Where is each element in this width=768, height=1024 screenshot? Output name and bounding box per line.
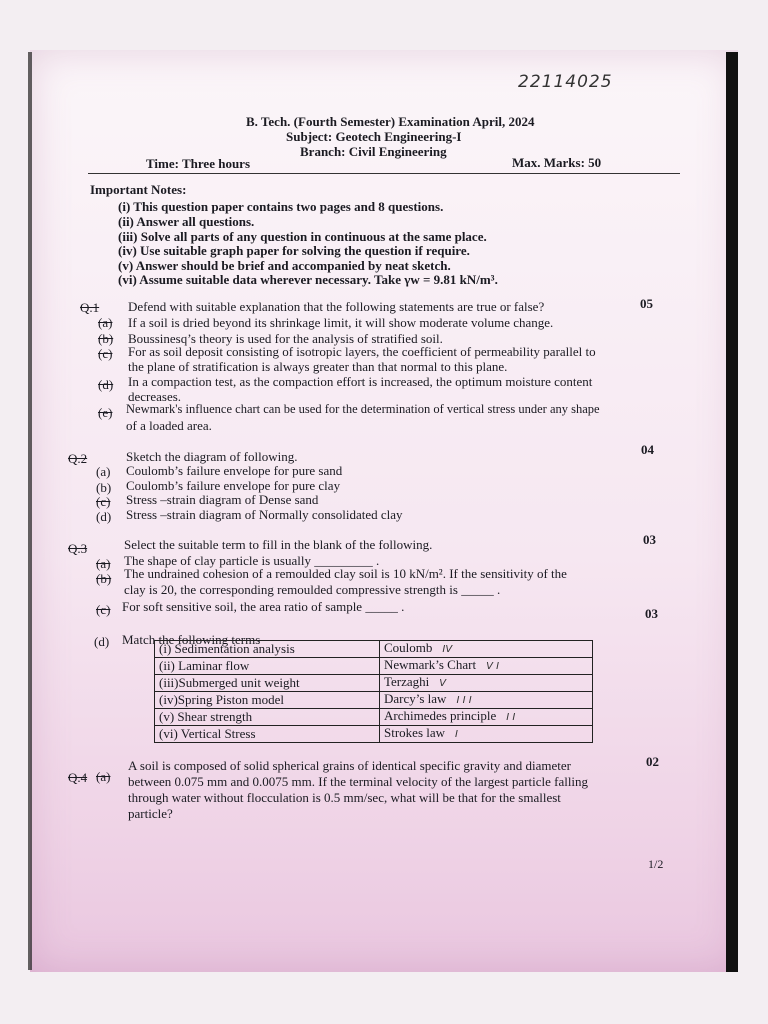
q4a-label: (a) bbox=[96, 769, 111, 784]
q4a-text-line2: between 0.075 mm and 0.0075 mm. If the terminal velocity of the largest particle falling bbox=[128, 774, 589, 789]
q2b-text: Coulomb’s failure envelope for pure clay bbox=[126, 478, 341, 493]
q1-stem: Defend with suitable explanation that the following statements are true or false? bbox=[128, 299, 545, 314]
note-item: (vi) Assume suitable data wherever necessary. Take γw = 9.81 kN/m³. bbox=[118, 272, 498, 287]
match-right-text: Terzaghi bbox=[384, 674, 430, 689]
q3a-text: The shape of clay particle is usually _________ . bbox=[124, 553, 380, 568]
q1c-text-line1: For as soil deposit consisting of isotropic layers, the coefficient of permeability parallel to bbox=[128, 344, 596, 359]
table-row bbox=[155, 692, 593, 709]
q3a-label: (a) bbox=[96, 556, 111, 571]
q1-marks: 05 bbox=[640, 296, 653, 311]
subject: Subject: Geotech Engineering-I bbox=[286, 129, 462, 144]
match-right-text: Darcy’s law bbox=[384, 691, 447, 706]
q1a-label: (a) bbox=[98, 315, 113, 330]
q4a-text-line3: through water without flocculation is 0.5 mm/sec, what will be that for the smallest bbox=[128, 790, 561, 805]
q1d-text-line2: decreases. bbox=[128, 389, 182, 404]
q3-number: Q.3 bbox=[68, 541, 88, 556]
notes-title: Important Notes: bbox=[90, 182, 187, 197]
match-left: (ii) Laminar flow bbox=[155, 658, 380, 675]
roll-number: 22114025 bbox=[518, 72, 613, 92]
time-allowed: Time: Three hours bbox=[146, 156, 251, 171]
handwritten-mark: IV bbox=[442, 644, 453, 655]
page-number: 1/2 bbox=[648, 857, 664, 871]
handwritten-mark: V bbox=[439, 678, 447, 689]
handwritten-mark: I I bbox=[506, 712, 516, 723]
match-left: (i) Sedimentation analysis bbox=[155, 641, 380, 658]
q3-marks: 03 bbox=[643, 532, 656, 547]
q4a-text-line4: particle? bbox=[128, 806, 173, 821]
q4a-text-line1: A soil is composed of solid spherical grains of identical specific gravity and diameter bbox=[128, 758, 571, 773]
table-row bbox=[155, 726, 593, 743]
q3b-text-line2: clay is 20, the corresponding remoulded compressive strength is _____ . bbox=[124, 582, 501, 597]
match-right bbox=[380, 709, 593, 726]
note-item: (i) This question paper contains two pages and 8 questions. bbox=[118, 199, 444, 214]
match-right bbox=[380, 726, 593, 743]
q1c-label: (c) bbox=[98, 346, 113, 361]
q1e-text-line1: Newmark's influence chart can be used for the determination of vertical stress under any shape bbox=[126, 402, 600, 416]
note-item: (iv) Use suitable graph paper for solving the question if require. bbox=[118, 243, 470, 258]
match-left: (vi) Vertical Stress bbox=[155, 726, 380, 743]
table-row bbox=[155, 709, 593, 726]
match-right-text: Coulomb bbox=[384, 640, 433, 655]
q3b-text-line1: The undrained cohesion of a remoulded clay soil is 10 kN/m². If the sensitivity of the bbox=[124, 566, 567, 581]
q2-marks: 04 bbox=[641, 442, 654, 457]
exam-title: B. Tech. (Fourth Semester) Examination April, 2024 bbox=[246, 114, 535, 129]
match-right bbox=[380, 692, 593, 709]
q1a-text: If a soil is dried beyond its shrinkage limit, it will show moderate volume change. bbox=[128, 315, 554, 330]
match-right-text: Strokes law bbox=[384, 725, 446, 740]
q1-number: Q.1 bbox=[80, 300, 100, 315]
q2a-text: Coulomb’s failure envelope for pure sand bbox=[126, 463, 343, 478]
q3d-stem: Match the following terms bbox=[122, 632, 261, 647]
q3d-label: (d) bbox=[94, 634, 110, 649]
q2a-label: (a) bbox=[96, 464, 111, 479]
handwritten-mark: V I bbox=[486, 661, 500, 672]
note-item: (iii) Solve all parts of any question in continuous at the same place. bbox=[118, 229, 487, 244]
q4-number: Q.4 bbox=[68, 770, 88, 785]
match-right bbox=[380, 675, 593, 692]
handwritten-mark: I bbox=[455, 729, 458, 740]
table-row bbox=[155, 658, 593, 675]
max-marks: Max. Marks: 50 bbox=[512, 155, 602, 170]
q3c-label: (c) bbox=[96, 602, 111, 617]
branch: Branch: Civil Engineering bbox=[300, 144, 447, 159]
match-table bbox=[154, 640, 593, 743]
q3-stem: Select the suitable term to fill in the blank of the following. bbox=[124, 537, 433, 552]
q1b-text: Boussinesq’s theory is used for the analysis of stratified soil. bbox=[128, 331, 443, 346]
q2d-label: (d) bbox=[96, 509, 112, 524]
q4-marks: 02 bbox=[646, 754, 659, 769]
handwritten-mark: I I I bbox=[456, 695, 472, 706]
q2c-text: Stress –strain diagram of Dense sand bbox=[126, 492, 319, 507]
note-item: (ii) Answer all questions. bbox=[118, 214, 255, 229]
q1b-label: (b) bbox=[98, 331, 114, 346]
q3c-text: For soft sensitive soil, the area ratio of sample _____ . bbox=[122, 599, 405, 614]
match-right-text: Newmark’s Chart bbox=[384, 657, 477, 672]
q2d-text: Stress –strain diagram of Normally consolidated clay bbox=[126, 507, 403, 522]
match-left: (v) Shear strength bbox=[155, 709, 380, 726]
q2-stem: Sketch the diagram of following. bbox=[126, 449, 298, 464]
note-item: (v) Answer should be brief and accompanied by neat sketch. bbox=[118, 258, 451, 273]
match-left: (iv)Spring Piston model bbox=[155, 692, 380, 709]
header-rule bbox=[88, 173, 680, 174]
q2b-label: (b) bbox=[96, 480, 112, 495]
match-right bbox=[380, 641, 593, 658]
q1e-text-line2: of a loaded area. bbox=[126, 418, 212, 433]
q1d-text-line1: In a compaction test, as the compaction effort is increased, the optimum moisture content bbox=[128, 374, 593, 389]
q2-number: Q.2 bbox=[68, 451, 88, 466]
scan-edge-left bbox=[28, 52, 32, 970]
match-right-text: Archimedes principle bbox=[384, 708, 497, 723]
q1e-label: (e) bbox=[98, 405, 113, 420]
match-right bbox=[380, 658, 593, 675]
q1d-label: (d) bbox=[98, 377, 114, 392]
table-row bbox=[155, 641, 593, 658]
scan-edge-right bbox=[726, 52, 738, 972]
q1c-text-line2: the plane of stratification is always greater than that normal to this plane. bbox=[128, 359, 508, 374]
table-row bbox=[155, 675, 593, 692]
q2c-label: (c) bbox=[96, 494, 111, 509]
match-left: (iii)Submerged unit weight bbox=[155, 675, 380, 692]
q3b-label: (b) bbox=[96, 571, 112, 586]
q3d-marks: 03 bbox=[645, 606, 658, 621]
